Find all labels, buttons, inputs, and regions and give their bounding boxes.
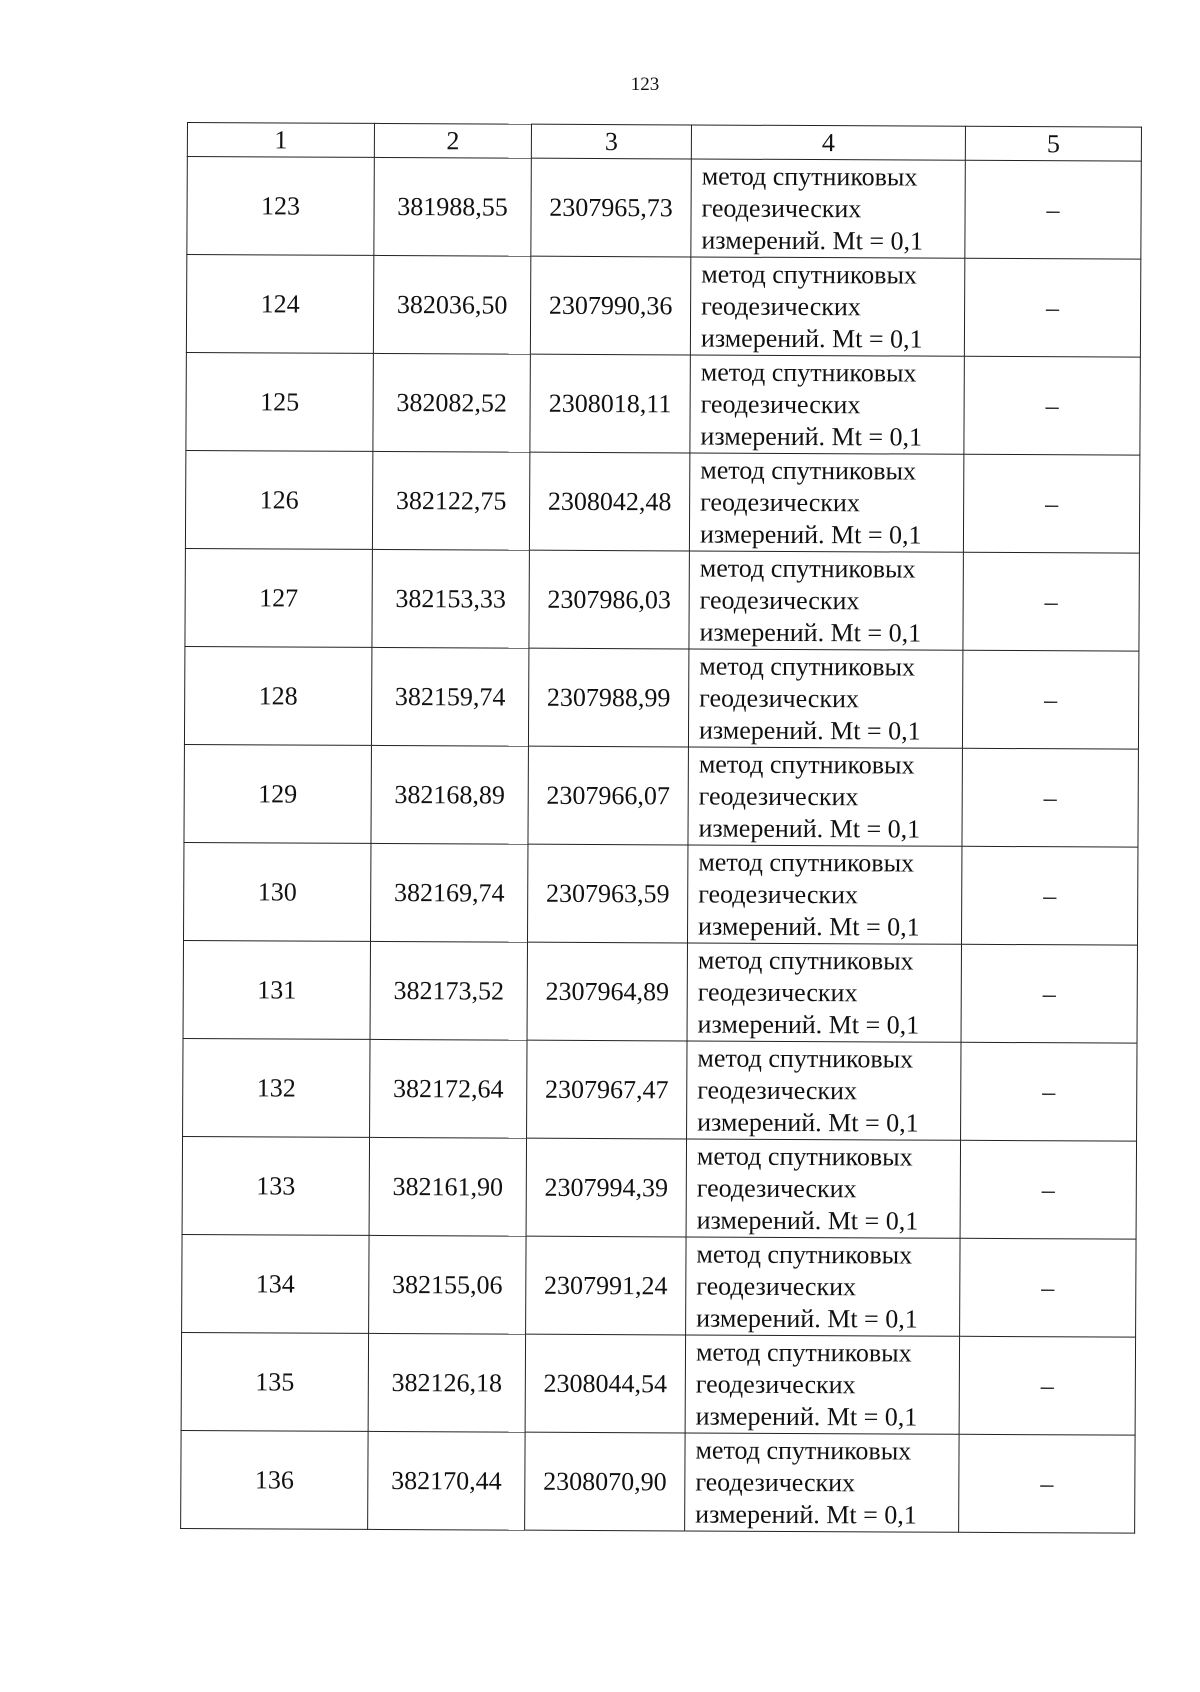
table-row bbox=[182, 1234, 1136, 1337]
method-cell bbox=[689, 551, 963, 650]
method-cell bbox=[690, 257, 964, 356]
column-5-cell: – bbox=[959, 1336, 1135, 1435]
x-coordinate-cell: 382153,33 bbox=[372, 549, 529, 648]
table-row bbox=[184, 744, 1138, 847]
method-cell bbox=[685, 1335, 959, 1434]
point-number-cell: 126 bbox=[185, 450, 372, 549]
point-number-cell: 123 bbox=[187, 157, 374, 256]
method-line: измерений. Mt = 0,1 bbox=[699, 519, 922, 550]
column-5-cell: – bbox=[965, 160, 1141, 259]
method-cell bbox=[691, 159, 965, 258]
y-coordinate-cell: 2307991,24 bbox=[526, 1236, 686, 1335]
x-coordinate-cell: 381988,55 bbox=[374, 157, 531, 256]
method-line: геодезических bbox=[695, 1467, 856, 1497]
y-coordinate-cell: 2307964,89 bbox=[527, 942, 687, 1041]
column-5-cell: – bbox=[963, 454, 1139, 553]
column-5-cell: – bbox=[962, 650, 1138, 749]
column-5-cell: – bbox=[959, 1434, 1135, 1533]
method-line: геодезических bbox=[697, 977, 858, 1007]
table-header bbox=[187, 123, 1141, 162]
method-line: измерений. Mt = 0,1 bbox=[698, 813, 921, 844]
x-coordinate-cell: 382172,64 bbox=[370, 1039, 527, 1138]
method-line: метод спутниковых bbox=[701, 259, 918, 290]
method-line: геодезических bbox=[696, 1271, 857, 1301]
y-coordinate-cell: 2307988,99 bbox=[528, 648, 688, 747]
method-line: метод спутниковых bbox=[698, 847, 915, 878]
y-coordinate-cell: 2307967,47 bbox=[527, 1040, 687, 1139]
header-col-5: 5 bbox=[965, 126, 1141, 161]
method-line: метод спутниковых bbox=[699, 553, 916, 584]
method-line: геодезических bbox=[696, 1173, 857, 1203]
table-row bbox=[182, 1136, 1136, 1239]
point-number-cell: 134 bbox=[182, 1234, 369, 1333]
method-line: измерений. Mt = 0,1 bbox=[696, 1303, 918, 1334]
table-body bbox=[181, 157, 1142, 1534]
point-number-cell: 125 bbox=[186, 352, 373, 451]
method-line: метод спутниковых bbox=[698, 749, 915, 780]
method-line: измерений. Mt = 0,1 bbox=[699, 617, 922, 648]
method-line: геодезических bbox=[697, 1075, 858, 1105]
point-number-cell: 132 bbox=[183, 1038, 370, 1137]
method-line: метод спутниковых bbox=[697, 945, 914, 976]
method-line: геодезических bbox=[699, 585, 860, 615]
method-line: измерений. Mt = 0,1 bbox=[695, 1499, 917, 1530]
column-5-cell: – bbox=[960, 1140, 1136, 1239]
method-cell bbox=[686, 1139, 960, 1238]
point-number-cell: 130 bbox=[184, 842, 371, 941]
method-line: геодезических bbox=[699, 683, 859, 713]
column-5-cell: – bbox=[964, 356, 1140, 455]
column-5-cell: – bbox=[961, 1042, 1137, 1141]
x-coordinate-cell: 382036,50 bbox=[373, 255, 530, 354]
x-coordinate-cell: 382155,06 bbox=[369, 1235, 526, 1334]
y-coordinate-cell: 2307963,59 bbox=[527, 844, 687, 943]
table-row bbox=[184, 646, 1138, 749]
table-row bbox=[185, 450, 1139, 553]
method-line: измерений. Mt = 0,1 bbox=[700, 323, 923, 354]
method-cell bbox=[690, 355, 964, 454]
table-row bbox=[185, 548, 1139, 651]
method-line: геодезических bbox=[698, 781, 859, 811]
column-5-cell: – bbox=[961, 846, 1137, 945]
x-coordinate-cell: 382161,90 bbox=[369, 1137, 526, 1236]
point-number-cell: 131 bbox=[183, 940, 370, 1039]
x-coordinate-cell: 382169,74 bbox=[370, 843, 527, 942]
header-col-1: 1 bbox=[187, 123, 374, 158]
point-number-cell: 129 bbox=[184, 744, 371, 843]
column-5-cell: – bbox=[962, 748, 1138, 847]
method-line: измерений. Mt = 0,1 bbox=[697, 1009, 920, 1040]
method-line: метод спутниковых bbox=[700, 455, 917, 486]
method-line: метод спутниковых bbox=[700, 357, 917, 388]
method-line: метод спутниковых bbox=[697, 1043, 914, 1074]
y-coordinate-cell: 2308044,54 bbox=[525, 1334, 685, 1433]
method-line: метод спутниковых bbox=[695, 1435, 912, 1466]
column-5-cell: – bbox=[961, 944, 1137, 1043]
y-coordinate-cell: 2307990,36 bbox=[530, 256, 690, 355]
method-line: метод спутниковых bbox=[696, 1141, 913, 1172]
method-cell bbox=[687, 943, 961, 1042]
method-line: метод спутниковых bbox=[695, 1337, 912, 1368]
method-line: метод спутниковых bbox=[701, 161, 918, 192]
x-coordinate-cell: 382082,52 bbox=[373, 353, 530, 452]
column-5-cell: – bbox=[964, 258, 1140, 357]
x-coordinate-cell: 382173,52 bbox=[370, 941, 527, 1040]
method-line: геодезических bbox=[701, 291, 861, 321]
method-line: измерений. Mt = 0,1 bbox=[701, 225, 924, 256]
table-row bbox=[181, 1332, 1135, 1435]
method-line: измерений. Mt = 0,1 bbox=[698, 715, 921, 746]
x-coordinate-cell: 382168,89 bbox=[371, 745, 528, 844]
y-coordinate-cell: 2307986,03 bbox=[529, 550, 689, 649]
method-line: измерений. Mt = 0,1 bbox=[696, 1205, 919, 1236]
x-coordinate-cell: 382126,18 bbox=[368, 1333, 525, 1432]
table-row bbox=[183, 1038, 1137, 1141]
y-coordinate-cell: 2307994,39 bbox=[526, 1138, 686, 1237]
table-row bbox=[186, 255, 1140, 358]
method-line: измерений. Mt = 0,1 bbox=[700, 421, 923, 452]
y-coordinate-cell: 2308042,48 bbox=[529, 452, 689, 551]
method-cell bbox=[685, 1433, 959, 1532]
coordinates-table bbox=[180, 122, 1142, 1534]
column-5-cell: – bbox=[960, 1238, 1136, 1337]
method-line: метод спутниковых bbox=[696, 1239, 913, 1270]
header-col-3: 3 bbox=[531, 124, 691, 159]
header-col-4: 4 bbox=[691, 125, 965, 160]
method-line: измерений. Mt = 0,1 bbox=[695, 1401, 918, 1432]
method-line: геодезических bbox=[695, 1369, 856, 1399]
method-cell bbox=[687, 1041, 961, 1140]
point-number-cell: 136 bbox=[181, 1430, 368, 1529]
method-line: геодезических bbox=[701, 193, 862, 223]
method-cell bbox=[686, 1237, 960, 1336]
header-row bbox=[187, 123, 1141, 162]
table-row bbox=[186, 352, 1140, 455]
table-row bbox=[183, 940, 1137, 1043]
y-coordinate-cell: 2307966,07 bbox=[528, 746, 688, 845]
method-cell bbox=[689, 453, 963, 552]
method-line: измерений. Mt = 0,1 bbox=[697, 1107, 919, 1138]
x-coordinate-cell: 382122,75 bbox=[372, 451, 529, 550]
point-number-cell: 127 bbox=[185, 548, 372, 647]
page-number: 123 bbox=[630, 74, 660, 95]
x-coordinate-cell: 382159,74 bbox=[371, 647, 528, 746]
method-line: метод спутниковых bbox=[699, 651, 916, 682]
method-cell bbox=[688, 747, 962, 846]
table-row bbox=[181, 1430, 1135, 1533]
y-coordinate-cell: 2308070,90 bbox=[525, 1432, 685, 1531]
method-line: геодезических bbox=[698, 879, 859, 909]
method-cell bbox=[688, 649, 962, 748]
table-row bbox=[187, 157, 1141, 260]
method-line: геодезических bbox=[700, 487, 860, 517]
point-number-cell: 135 bbox=[181, 1332, 368, 1431]
column-5-cell: – bbox=[963, 552, 1139, 651]
header-col-2: 2 bbox=[374, 123, 531, 158]
point-number-cell: 133 bbox=[182, 1136, 369, 1235]
method-cell bbox=[687, 845, 961, 944]
method-line: геодезических bbox=[700, 389, 861, 419]
method-line: измерений. Mt = 0,1 bbox=[698, 911, 920, 942]
table-row bbox=[184, 842, 1138, 945]
y-coordinate-cell: 2308018,11 bbox=[530, 354, 690, 453]
x-coordinate-cell: 382170,44 bbox=[368, 1431, 525, 1530]
point-number-cell: 128 bbox=[184, 646, 371, 745]
y-coordinate-cell: 2307965,73 bbox=[531, 158, 691, 257]
point-number-cell: 124 bbox=[186, 255, 373, 354]
